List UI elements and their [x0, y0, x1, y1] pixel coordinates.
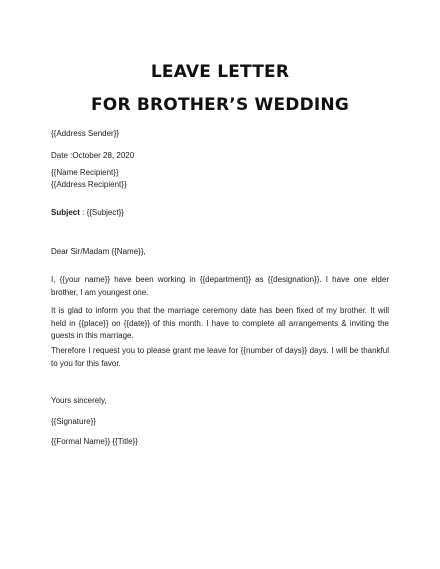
paragraph-request: Therefore I request you to please grant me leave for {{number of days}} days. I will be thankful to you for this favor.	[51, 346, 389, 368]
paragraph-intro: I, {{your name}} have been working in {{department}} as {{designation}}. I have one elder brother, I am youngest one.	[51, 275, 389, 297]
closing: Yours sincerely,	[51, 396, 107, 405]
subject-label: Subject	[51, 208, 80, 217]
address-sender: {{Address Sender}}	[51, 129, 120, 138]
formal-name-title: {{Formal Name}} {{Title}}	[51, 437, 138, 446]
letter-subtitle: FOR BROTHER’S WEDDING	[90, 95, 349, 115]
letter-date: Date :October 28, 2020	[51, 151, 135, 160]
signature: {{Signature}}	[51, 417, 96, 426]
subject-line	[51, 207, 124, 218]
name-recipient: {{Name Recipient}}	[51, 168, 119, 177]
subject-value: : {{Subject}}	[79, 208, 124, 217]
paragraph-wedding: It is glad to inform you that the marriage ceremony date has been fixed of my brother. It will held in {{place}} on {{date}} of this month. I have to complete all arrangements & inviting the guests in this marriage.	[51, 306, 389, 340]
address-recipient: {{Address Recipient}}	[51, 180, 127, 189]
salutation: Dear Sir/Madam {{Name}},	[51, 247, 146, 256]
letter-title: LEAVE LETTER	[150, 62, 290, 82]
